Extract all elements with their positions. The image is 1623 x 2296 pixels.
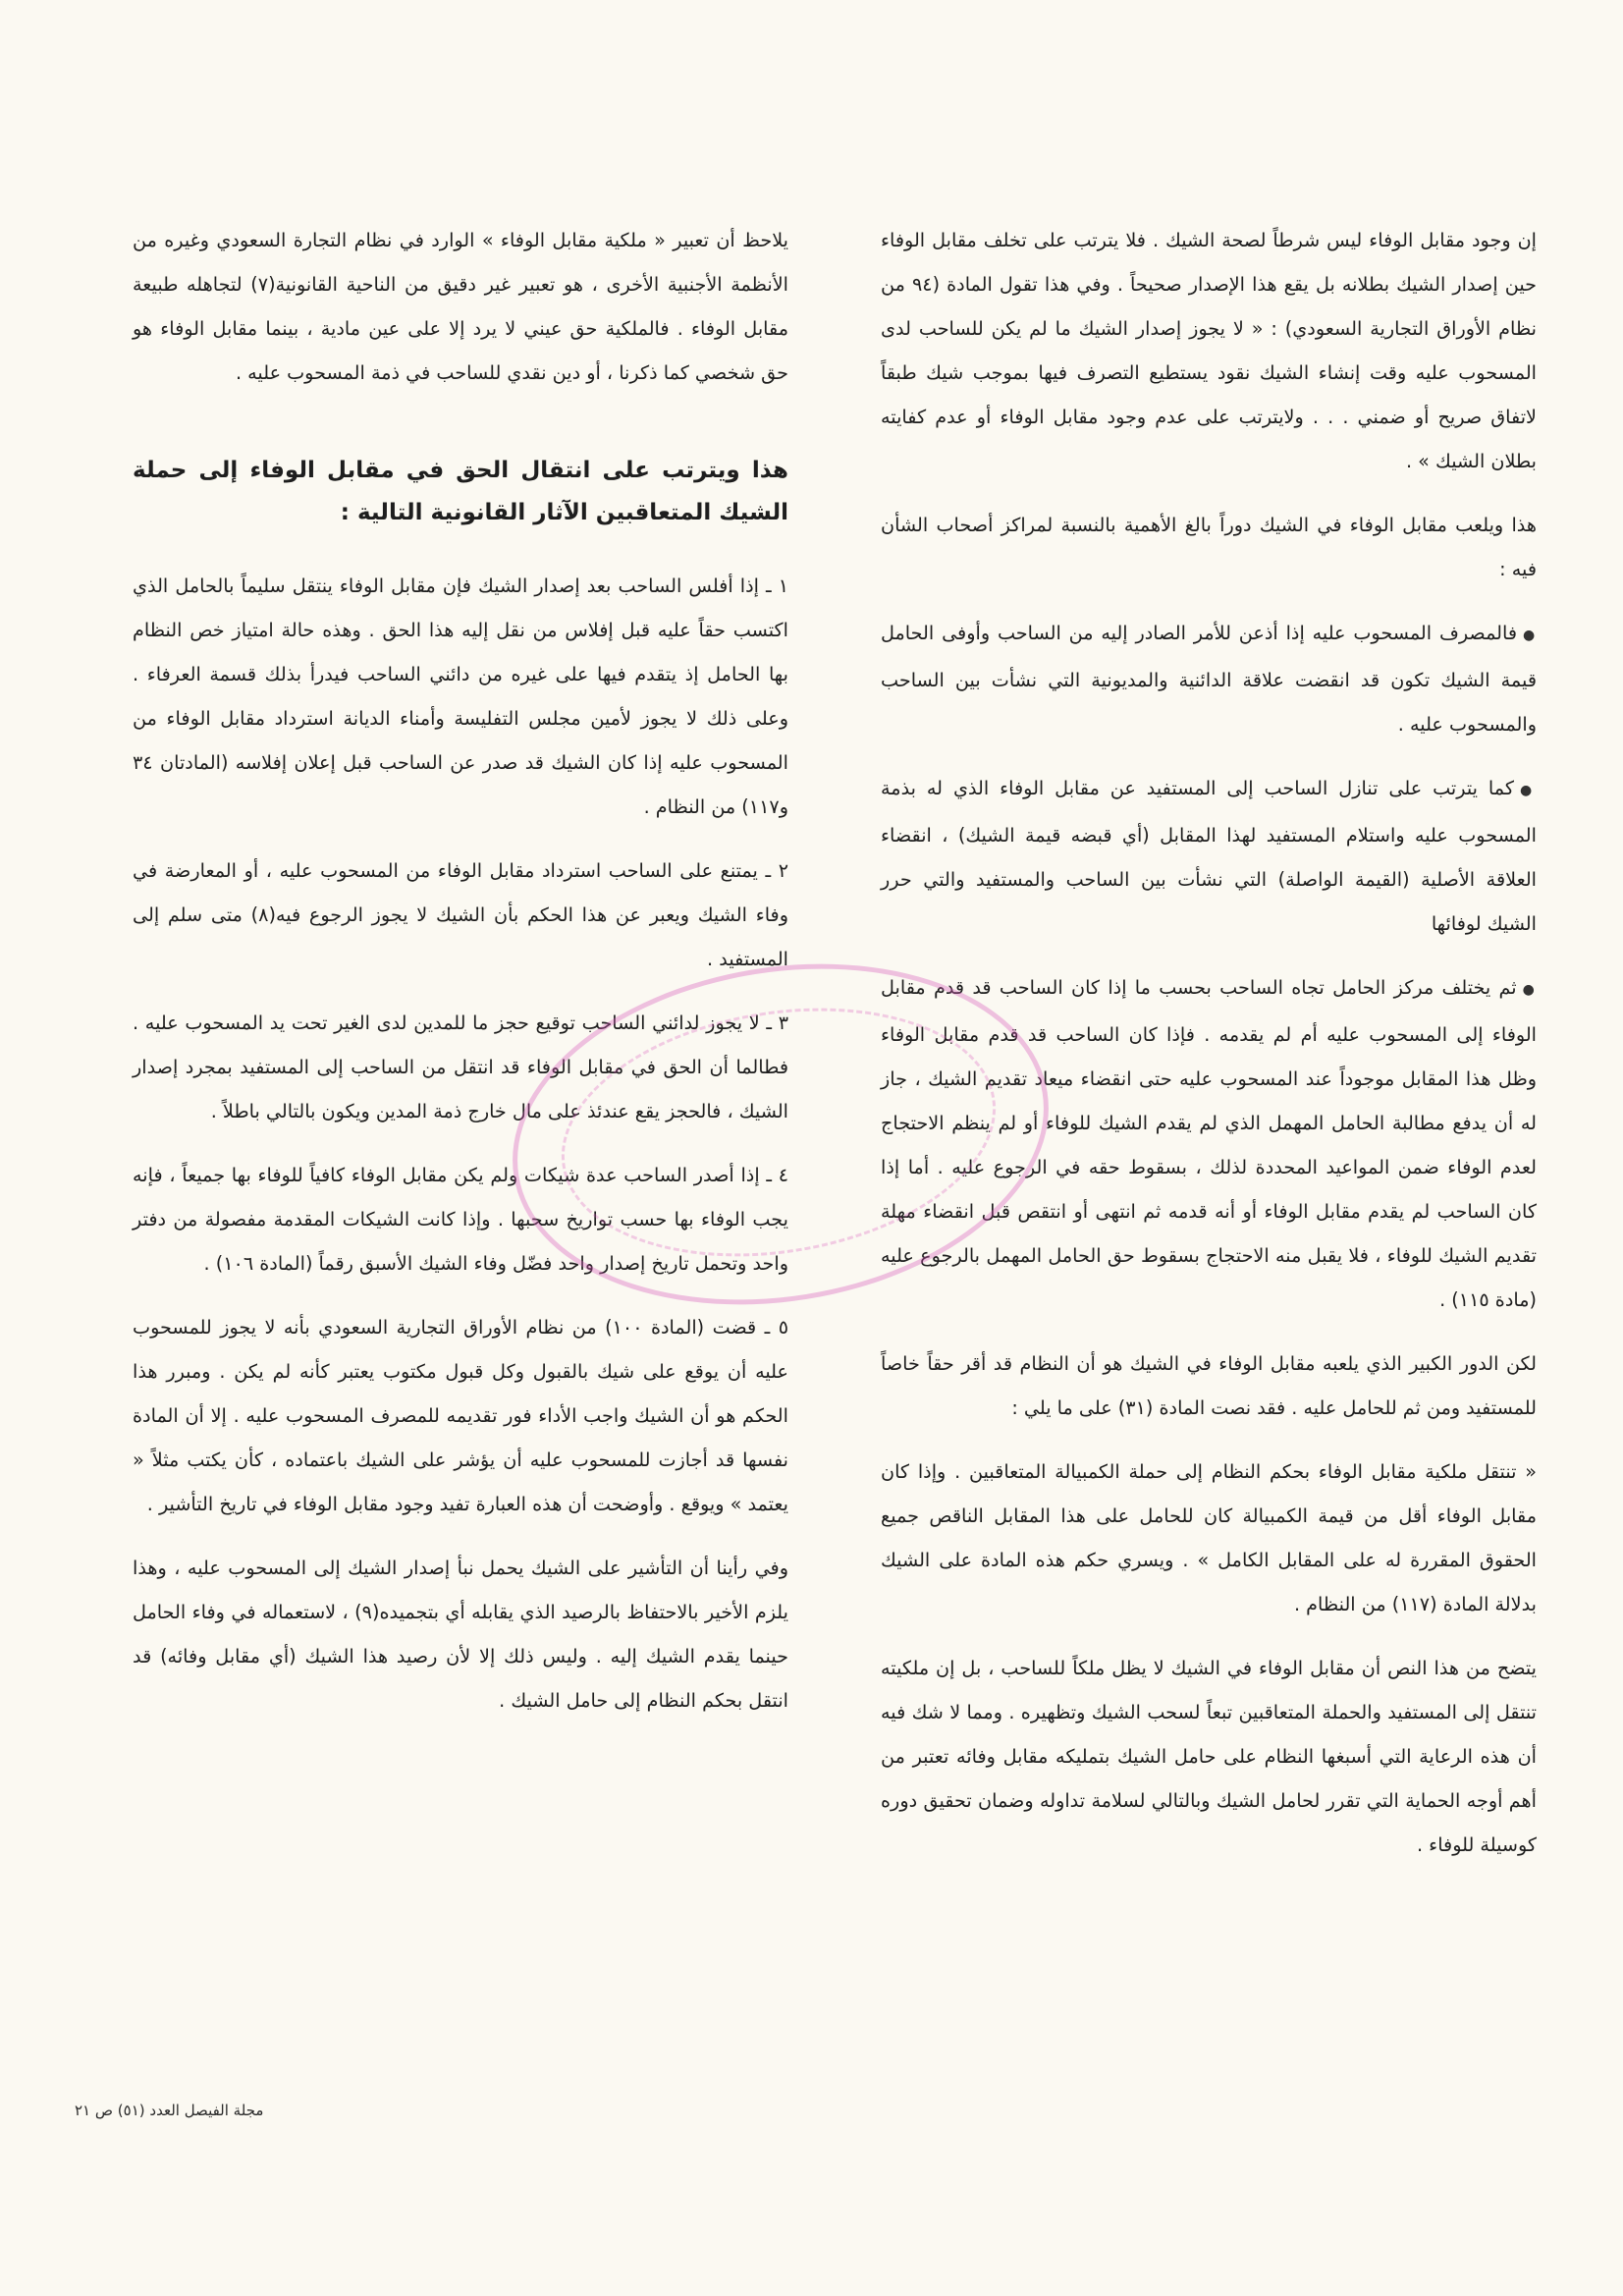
list-item: ٥ ـ قضت (المادة ١٠٠) من نظام الأوراق التجارية السعودي بأنه لا يجوز للمسحوب عليه أن يوقع على شيك بالقبول وكل قبول مكتوب يعتبر كأنه لم يكن . ومبرر هذا الحكم هو أن الشيك واجب الأداء فور تقديمه للمصرف المسحوب عليه . إلا أن المادة نفسها قد أجازت للمسحوب عليه أن يؤشر على الشيك باعتماده ، كأن يكتب مثلاً « يعتمد » ويوقع . وأوضحت أن هذه العبارة تفيد وجود مقابل الوفاء في تاريخ التأشير .: [133, 1316, 789, 1515]
bullet-paragraph: ● ثم يختلف مركز الحامل تجاه الساحب بحسب ما إذا كان الساحب قد قدم مقابل الوفاء إلى المسحوب عليه أم لم يقدمه . فإذا كان الساحب قد قدم مقابل الوفاء وظل هذا المقابل موجوداً عند المسحوب عليه حتى انقضاء ميعاد تقديم الشيك ، جاز له أن يدفع مطالبة الحامل المهمل الذي لم يقدم الشيك للوفاء أو لم ينظم الاحتجاج لعدم الوفاء ضمن المواعيد المحددة لذلك ، بسقوط حقه في الرجوع عليه . أما إذا كان الساحب لم يقدم مقابل الوفاء أو أنه قدمه ثم انتهى أو انتقص قبل انقضاء مهلة تقديم الشيك للوفاء ، فلا يقبل منه الاحتجاج بسقوط حق الحامل المهمل بالرجوع عليه (مادة ١١٥) .: [881, 965, 1537, 1322]
list-item: ١ ـ إذا أفلس الساحب بعد إصدار الشيك فإن مقابل الوفاء ينتقل سليماً بالحامل الذي اكتسب حقاً عليه قبل إفلاس من نقل إليه هذا الحق . وهذه حالة امتياز خص النظام بها الحامل إذ يتقدم فيها على غيره من دائني الساحب فيدرأ بذلك قسمة العرفاء . وعلى ذلك لا يجوز لأمين مجلس التفليسة وأمناء الديانة استرداد مقابل الوفاء من المسحوب عليه إذا كان الشيك قد صدر عن الساحب قبل إعلان إفلاسه (المادتان ٣٤ و١١٧) من النظام .: [133, 574, 788, 818]
paragraph: لكن الدور الكبير الذي يلعبه مقابل الوفاء في الشيك هو أن النظام قد أقر حقاً خاصاً للمستفيد ومن ثم للحامل عليه . فقد نصت المادة (٣١) على ما يلي :: [881, 1352, 1537, 1419]
section-heading: هذا ويترتب على انتقال الحق في مقابل الوفاء إلى حملة الشيك المتعاقبين الآثار القانونية التالية :: [133, 458, 788, 525]
paragraph: يتضح من هذا النص أن مقابل الوفاء في الشيك لا يظل ملكاً للساحب ، بل إن ملكيته تنتقل إلى المستفيد والحملة المتعاقبين تبعاً لسحب الشيك وتظهيره . ومما لا شك فيه أن هذه الرعاية التي أسبغها النظام على حامل الشيك بتمليكه مقابل وفائه تعتبر من أهم أوجه الحماية التي تقرر لحامل الشيك وبالتالي لسلامة تداوله وضمان تحقيق دوره كوسيلة للوفاء .: [881, 1657, 1537, 1856]
list-item: ٤ ـ إذا أصدر الساحب عدة شيكات ولم يكن مقابل الوفاء كافياً للوفاء بها جميعاً ، فإنه يجب الوفاء بها حسب تواريخ سحبها . وإذا كانت الشيكات المقدمة مفصولة من دفتر واحد وتحمل تاريخ إصدار واحد فضّل وفاء الشيك الأسبق رقماً (المادة ١٠٦) .: [133, 1164, 788, 1275]
paragraph: يلاحظ أن تعبير « ملكية مقابل الوفاء » الوارد في نظام التجارة السعودي وغيره من الأنظمة الأجنبية الأخرى ، هو تعبير غير دقيق من الناحية القانونية(٧) لتجاهله طبيعة مقابل الوفاء . فالملكية حق عيني لا يرد إلا على عين مادية ، بينما مقابل الوفاء هو حق شخصي كما ذكرنا ، أو دين نقدي للساحب في ذمة المسحوب عليه .: [133, 229, 788, 384]
right-text-column: [881, 218, 1537, 1886]
paragraph: وفي رأينا أن التأشير على الشيك يحمل نبأ إصدار الشيك إلى المسحوب عليه ، وهذا يلزم الأخير بالاحتفاظ بالرصيد الذي يقابله أي بتجميده(٩) ، لاستعماله في وفاء الحامل حينما يقدم الشيك إليه . وليس ذلك إلا لأن رصيد هذا الشيك (أي مقابل وفائه) قد انتقل بحكم النظام إلى حامل الشيك .: [133, 1557, 788, 1712]
quoted-paragraph: « تنتقل ملكية مقابل الوفاء بحكم النظام إلى حملة الكمبيالة المتعاقبين . وإذا كان مقابل الوفاء أقل من قيمة الكمبيالة كان للحامل على هذا المقابل الناقص جميع الحقوق المقررة له على المقابل الكامل » . ويسري حكم هذه المادة على الشيك بدلالة المادة (١١٧) من النظام .: [881, 1460, 1537, 1615]
bullet-paragraph: ● كما يترتب على تنازل الساحب إلى المستفيد عن مقابل الوفاء الذي له بذمة المسحوب عليه واستلام المستفيد لهذا المقابل (أي قبضه قيمة الشيك) ، انقضاء العلاقة الأصلية (القيمة الواصلة) التي نشأت بين الساحب والمستفيد والتي حرر الشيك لوفائها: [881, 766, 1537, 946]
left-text-column: [133, 218, 788, 1742]
bullet-paragraph: ● فالمصرف المسحوب عليه إذا أذعن للأمر الصادر إليه من الساحب وأوفى الحامل قيمة الشيك تكون قد انقضت علاقة الدائنية والمديونية التي نشأت بين الساحب والمسحوب عليه .: [881, 611, 1537, 746]
paragraph: هذا ويلعب مقابل الوفاء في الشيك دوراً بالغ الأهمية بالنسبة لمراكز أصحاب الشأن فيه :: [881, 514, 1537, 580]
list-item: ٢ ـ يمتنع على الساحب استرداد مقابل الوفاء من المسحوب عليه ، أو المعارضة في وفاء الشيك ويعبر عن هذا الحكم بأن الشيك لا يجوز الرجوع فيه(٨) متى سلم إلى المستفيد .: [133, 859, 788, 970]
page-footer: مجلة الفيصل العدد (٥١) ص ٢١: [75, 2102, 264, 2119]
paragraph: إن وجود مقابل الوفاء ليس شرطاً لصحة الشيك . فلا يترتب على تخلف مقابل الوفاء حين إصدار الشيك بطلانه بل يقع هذا الإصدار صحيحاً . وفي هذا تقول المادة (٩٤ من نظام الأوراق التجارية السعودي) : « لا يجوز إصدار الشيك ما لم يكن للساحب لدى المسحوب عليه وقت إنشاء الشيك نقود يستطيع التصرف فيها بموجب شيك طبقاً لاتفاق صريح أو ضمني . . . ولايترتب على عدم وجود مقابل الوفاء أو عدم كفايته بطلان الشيك » .: [881, 229, 1537, 472]
list-item: ٣ ـ لا يجوز لدائني الساحب توقيع حجز ما للمدين لدى الغير تحت يد المسحوب عليه . فطالما أن الحق في مقابل الوفاء قد انتقل من الساحب إلى المستفيد بمجرد إصدار الشيك ، فالحجز يقع عندئذ على مال خارج ذمة المدين ويكون بالتالي باطلاً .: [133, 1011, 788, 1122]
